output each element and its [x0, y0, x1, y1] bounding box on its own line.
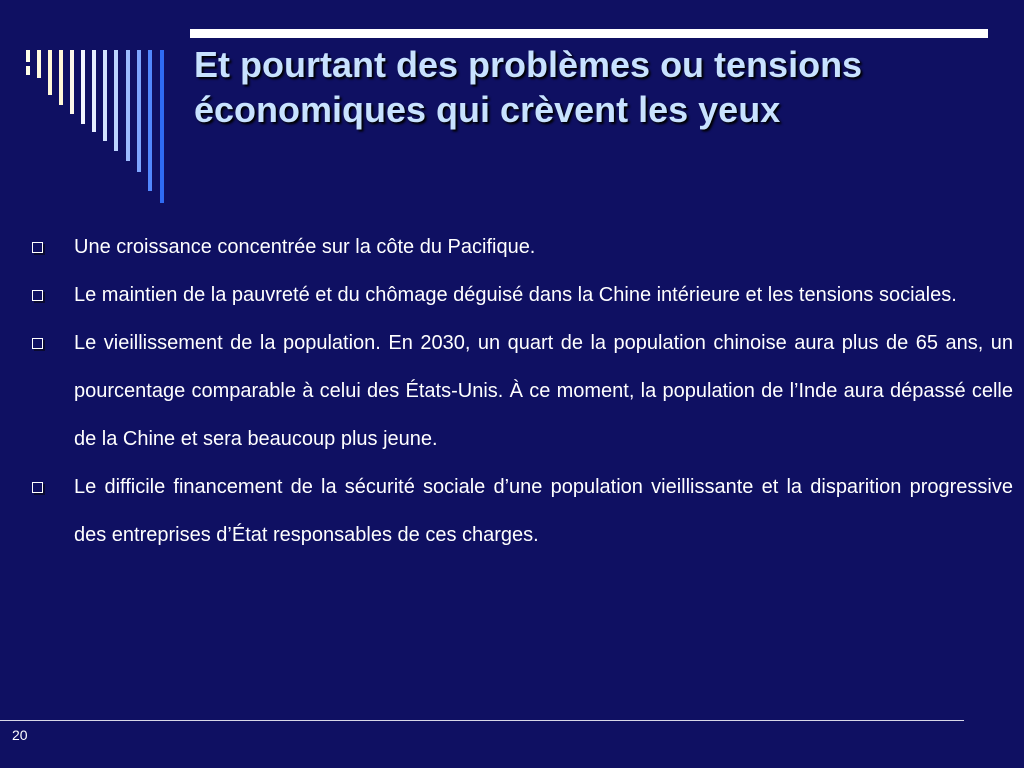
bullet-item — [32, 223, 1013, 271]
square-bullet-icon — [32, 242, 43, 253]
decorative-bar — [103, 50, 107, 141]
top-rule — [190, 29, 988, 38]
decorative-bar — [114, 50, 118, 151]
decorative-bar — [70, 50, 74, 114]
square-bullet-icon — [32, 290, 43, 301]
decorative-bar — [126, 50, 130, 161]
decorative-bar — [137, 50, 141, 172]
decorative-bar — [92, 50, 96, 132]
decorative-bar — [148, 50, 152, 191]
bullet-text: Le difficile financement de la sécurité sociale d’une population vieillissante et la disparition progressive des entreprises d’État responsables de ces charges. — [74, 476, 1013, 546]
bullet-item — [32, 463, 1013, 559]
decorative-bar — [81, 50, 85, 124]
bullet-text: Le maintien de la pauvreté et du chômage déguisé dans la Chine intérieure et les tensions sociales. — [74, 284, 957, 306]
decorative-bar — [37, 50, 41, 78]
decorative-bar — [160, 50, 164, 203]
square-bullet-icon — [32, 482, 43, 493]
decorative-bar — [26, 66, 30, 75]
square-bullet-icon — [32, 338, 43, 349]
bullet-item — [32, 271, 1013, 319]
bullet-list — [32, 223, 1013, 559]
decorative-bar — [48, 50, 52, 95]
bullet-text: Le vieillissement de la population. En 2030, un quart de la population chinoise aura plus de 65 ans, un pourcentage comparable à celui des États-Unis. À ce moment, la population de l’Inde aura dépassé celle de la Chine et sera beaucoup plus jeune. — [74, 332, 1013, 450]
decorative-bar — [26, 50, 30, 62]
slide-number: 20 — [12, 727, 28, 743]
slide-title: Et pourtant des problèmes ou tensions économiques qui crèvent les yeux — [194, 44, 863, 130]
bullet-text: Une croissance concentrée sur la côte du Pacifique. — [74, 236, 536, 258]
decorative-bar — [59, 50, 63, 105]
bullet-item — [32, 319, 1013, 463]
footer-rule — [0, 720, 964, 721]
